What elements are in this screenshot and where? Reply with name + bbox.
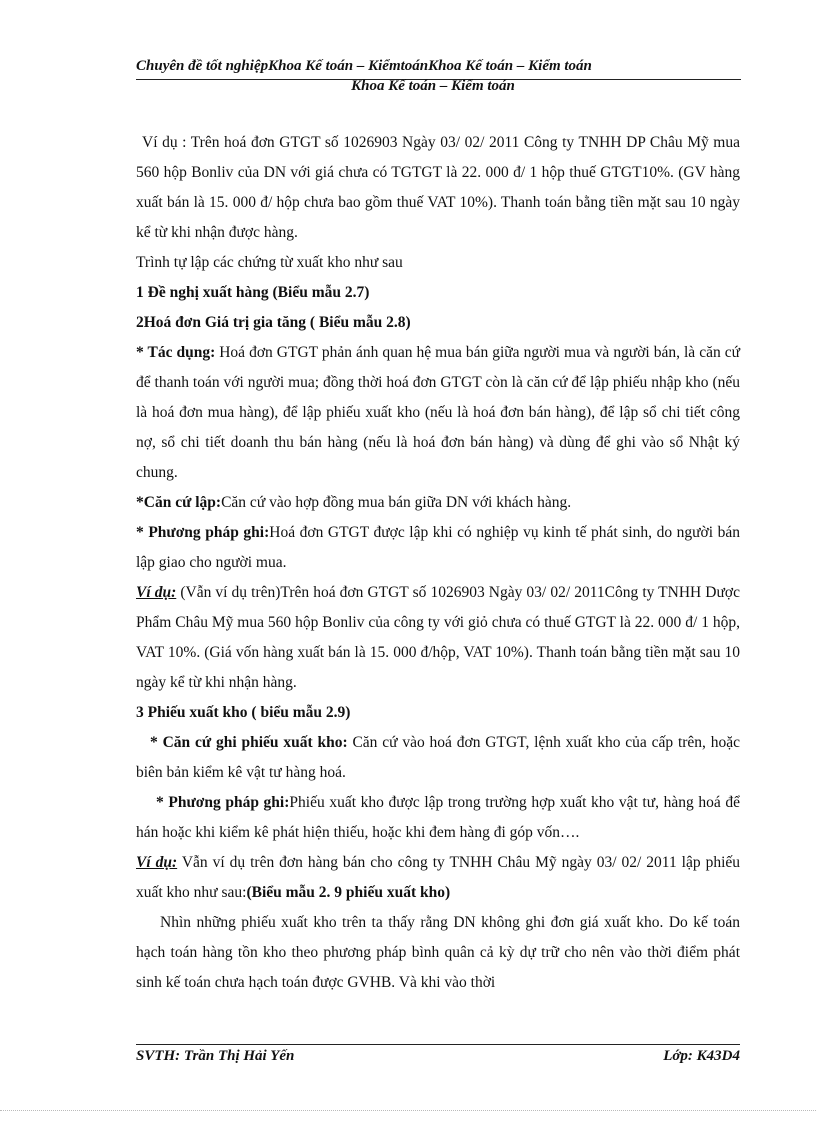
- purpose-text: Hoá đơn GTGT phản ánh quan hệ mua bán giữa người mua và người bán, là căn cứ để thanh toán với người mua; đồng thời hoá đơn GTGT còn là căn cứ để lập phiếu nhập kho (nếu là hoá đơn mua hàng), để lập phiếu xuất kho (nếu là hoá đơn bán hàng), để lập sổ chi tiết công nợ, sổ chi tiết doanh thu bán hàng (nếu là hoá đơn bán hàng) và dùng để ghi vào sổ Nhật ký chung.: [136, 344, 740, 481]
- page-header-title: Chuyên đề tốt nghiệpKhoa Kế toán – KiểmtoánKhoa Kế toán – Kiểm toán: [136, 58, 592, 74]
- footer-class: Lớp: K43D4: [663, 1048, 740, 1064]
- page-header-subtitle: Khoa Kế toán – Kiểm toán: [351, 78, 515, 94]
- document-body: [136, 128, 740, 998]
- example-3-label: Ví dụ:: [136, 854, 178, 871]
- example-2-paragraph: [136, 578, 740, 698]
- purpose-label: * Tác dụng:: [136, 344, 216, 361]
- purpose-paragraph: [136, 338, 740, 488]
- example-2-text: (Vẫn ví dụ trên)Trên hoá đơn GTGT số 1026903 Ngày 03/ 02/ 2011Công ty TNHH Dược Phẩm Châu Mỹ mua 560 hộp Bonliv của công ty với giỏ chưa có thuế GTGT là 22. 000 đ/ 1 hộp, VAT 10%. (Giá vốn hàng xuất bán là 15. 000 đ/hộp, VAT 10%). Thanh toán bằng tiền mặt sau 10 ngày kể từ khi nhận hàng.: [136, 584, 740, 691]
- method-text: Hoá đơn GTGT được lập khi có nghiệp vụ kinh tế phát sinh, do người bán lập giao cho người mua.: [136, 524, 741, 571]
- section-heading-2: 2Hoá đơn Giá trị gia tăng ( Biểu mẫu 2.8): [136, 314, 411, 331]
- basis-text: Căn cứ vào hợp đồng mua bán giữa DN với khách hàng.: [221, 494, 572, 511]
- issue-basis-paragraph: [136, 728, 740, 788]
- issue-basis-label: * Căn cứ ghi phiếu xuất kho:: [150, 734, 348, 751]
- section-heading-1: 1 Đề nghị xuất hàng (Biểu mẫu 2.7): [136, 284, 370, 301]
- example-3-text: Vẫn ví dụ trên đơn hàng bán cho công ty TNHH Châu Mỹ ngày 03/ 02/ 2011 lập phiếu xuất kho như sau:: [136, 854, 741, 901]
- issue-basis-text: Căn cứ vào hoá đơn GTGT, lệnh xuất kho của cấp trên, hoặc biên bản kiểm kê vật tư hàng hoá.: [136, 734, 741, 781]
- page-edge: [0, 1110, 816, 1111]
- basis-label: *Căn cứ lập:: [136, 494, 222, 511]
- procedure-intro: Trình tự lập các chứng từ xuất kho như sau: [136, 254, 403, 271]
- issue-method-label: * Phương pháp ghi:: [156, 794, 290, 811]
- section-heading-3: 3 Phiếu xuất kho ( biểu mẫu 2.9): [136, 704, 351, 721]
- footer-divider: [136, 1044, 740, 1045]
- method-label: * Phương pháp ghi:: [136, 524, 270, 541]
- basis-paragraph: [136, 488, 740, 518]
- footer-student: SVTH: Trần Thị Hải Yến: [136, 1048, 295, 1064]
- method-paragraph: [136, 518, 740, 578]
- example-paragraph: Ví dụ : Trên hoá đơn GTGT số 1026903 Ngày 03/ 02/ 2011 Công ty TNHH DP Châu Mỹ mua 560 hộp Bonliv của DN với giá chưa có TGTGT là 22. 000 đ/ 1 hộp thuế GTGT10%. (GV hàng xuất bán là 15. 000 đ/ hộp chưa bao gồm thuế VAT 10%). Thanh toán bằng tiền mặt sau 10 ngày kể từ khi nhận được hàng.: [136, 134, 740, 241]
- issue-method-text: Phiếu xuất kho được lập trong trường hợp xuất kho vật tư, hàng hoá để hán hoặc khi kiểm kê phát hiện thiếu, hoặc khi đem hàng đi góp vốn….: [136, 794, 740, 841]
- issue-method-paragraph: [136, 788, 740, 848]
- example-3-form-ref: (Biểu mẫu 2. 9 phiếu xuất kho): [246, 884, 451, 901]
- page-footer: [136, 1048, 740, 1065]
- observation-paragraph: Nhìn những phiếu xuất kho trên ta thấy rằng DN không ghi đơn giá xuất kho. Do kế toán hạch toán hàng tồn kho theo phương pháp bình quân cả kỳ dự trữ cho nên vào thời điểm phát sinh kế toán chưa hạch toán được GVHB. Và khi vào thời: [136, 914, 740, 991]
- example-3-paragraph: [136, 848, 740, 908]
- example-2-label: Ví dụ:: [136, 584, 177, 601]
